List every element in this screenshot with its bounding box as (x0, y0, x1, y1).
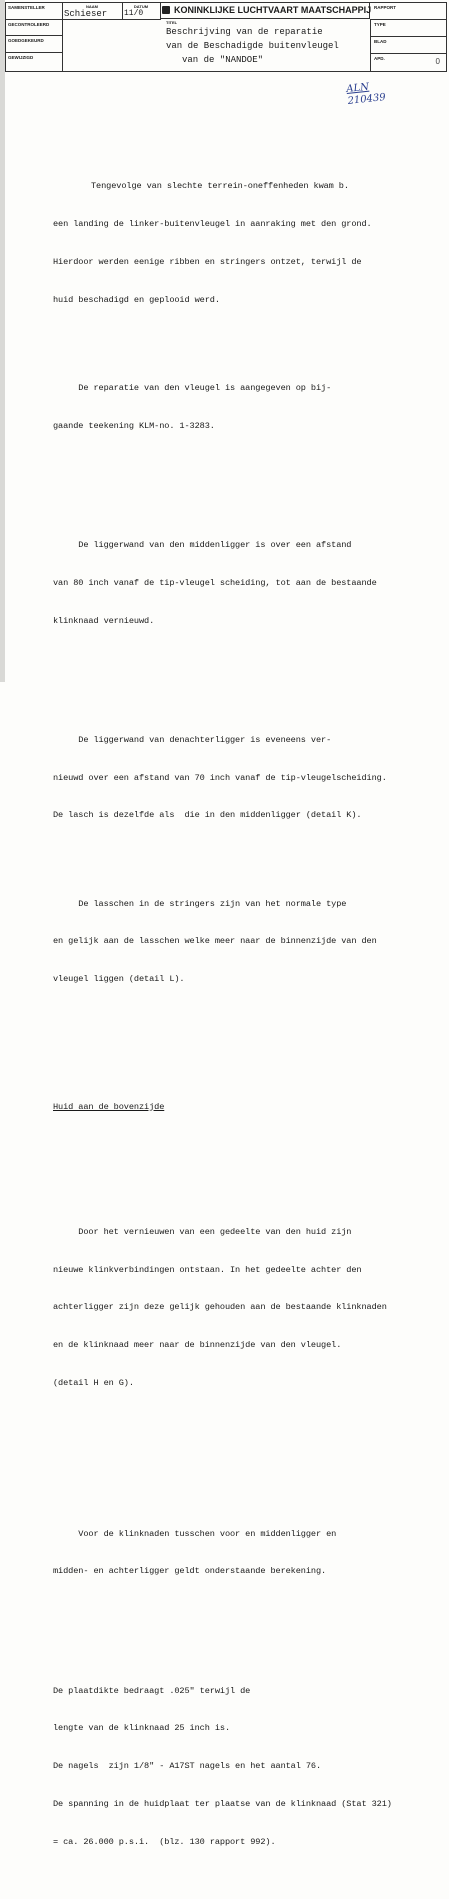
name-cell (62, 3, 123, 20)
paragraph-2 (53, 357, 445, 458)
paragraph-4 (53, 709, 445, 848)
label-goedgekeurd: GOEDGEKEURD (6, 36, 62, 53)
text-line: De spanning in de huidplaat ter plaatse van de klinknaad (Stat 321) (53, 1799, 392, 1809)
text-line: (detail H en G). (53, 1378, 134, 1388)
handwritten-annotation (346, 80, 386, 108)
label-blad: BLAD (374, 39, 387, 44)
section-heading: Huid aan de bovenzijde (53, 1101, 165, 1112)
page-edge (0, 0, 5, 682)
text-line: Hierdoor werden eenige ribben en stringers ontzet, terwijl de (53, 256, 362, 267)
title-cell (62, 19, 371, 71)
report-info-column (370, 3, 446, 71)
text-line: midden- en achterligger geldt onderstaande berekening. (53, 1566, 327, 1577)
paragraph-6 (53, 1201, 445, 1415)
apd-value: 0 (435, 57, 440, 66)
author-name: Schieser (64, 9, 108, 19)
text-line: en gelijk aan de lasschen welke meer naar de binnenzijde van den (53, 936, 377, 947)
label-rapport: RAPPORT (374, 5, 397, 10)
form-header (5, 2, 447, 72)
text-line: De lasschen in de stringers zijn van het normale type (53, 898, 347, 909)
annotation-line-1: ALN (345, 81, 370, 96)
text-line: De liggerwand van den middenligger is over een afstand (53, 540, 352, 550)
date-label: DATUM (133, 4, 149, 9)
paragraph-1 (53, 155, 445, 331)
label-gecontroleerd: GECONTROLEERD (6, 20, 62, 37)
name-label: NAAM (86, 4, 98, 9)
text-line: gaande teekening KLM-no. 1-3283. (53, 420, 215, 431)
paragraph-7 (53, 1502, 445, 1603)
text-line: nieuwd over een afstand van 70 inch vanaf de tip-vleugelscheiding. (53, 772, 387, 783)
klm-logo-icon (162, 6, 170, 14)
title-label: TITEL (166, 20, 178, 25)
text-line: vleugel liggen (detail L). (53, 974, 185, 985)
date-value: 11/0 (124, 9, 144, 18)
paragraph-3 (53, 514, 445, 653)
text-line: De nagels zijn 1/8" - A17ST nagels en het aantal 76. (53, 1761, 322, 1772)
text-line: nieuwe klinkverbindingen ontstaan. In het gedeelte achter den (53, 1264, 362, 1275)
document-body (53, 130, 445, 1899)
text-line: De lasch is dezelfde als die in den middenligger (detail K). (53, 810, 362, 821)
calculation-block (53, 1659, 445, 1873)
label-gewijzigd: GEWIJZIGD (8, 54, 34, 60)
date-cell (122, 3, 161, 20)
title-line-1: Beschrijving van de reparatie (166, 27, 323, 37)
text-line: klinknaad vernieuwd. (53, 615, 155, 626)
text-line: Tengevolge van slechte terrein-oneffenheden kwam b. (91, 181, 349, 192)
text-line: en de klinknaad meer naar de binnenzijde van den vleugel. (53, 1340, 342, 1351)
company-name (160, 3, 370, 19)
type-cell (370, 20, 446, 37)
title-line-2: van de Beschadigde buitenvleugel (166, 41, 339, 51)
text-line: De liggerwand van denachterligger is eveneens ver- (53, 734, 332, 745)
text-line: huid beschadigd en geplooid werd. (53, 294, 220, 305)
text-line: achterligger zijn deze gelijk gehouden aan de bestaande klinknaden (53, 1302, 387, 1313)
label-apd: APD. (374, 56, 385, 61)
paragraph-5 (53, 872, 445, 1011)
text-line: = ca. 26.000 p.s.i. (blz. 130 rapport 992). (53, 1836, 276, 1847)
annotation-line-2: 210439 (347, 92, 387, 107)
text-line: De reparatie van den vleugel is aangegeven op bij- (53, 382, 332, 393)
text-line: van 80 inch vanaf de tip-vleugel scheiding, tot aan de bestaande (53, 577, 377, 588)
text-line: De plaatdikte bedraagt .025" terwijl de (53, 1685, 251, 1696)
title-line-3: van de "NANDOE" (182, 55, 264, 65)
text-line: lengte van de klinknaad 25 inch is. (53, 1723, 230, 1734)
label-type: TYPE (374, 22, 386, 27)
label-samensteller: SAMENSTELLER (6, 3, 62, 20)
apd-cell (370, 54, 446, 71)
report-cell (370, 3, 446, 20)
text-line: Voor de klinknaden tusschen voor en middenligger en (53, 1528, 337, 1539)
text-line: een landing de linker-buitenvleugel in aanraking met den grond. (53, 219, 372, 230)
company-text: KONINKLIJKE LUCHTVAART MAATSCHAPPIJ (174, 5, 372, 15)
approval-column (6, 3, 63, 71)
blad-cell (370, 37, 446, 54)
text-line: Door het vernieuwen van een gedeelte van den huid zijn (53, 1226, 352, 1237)
